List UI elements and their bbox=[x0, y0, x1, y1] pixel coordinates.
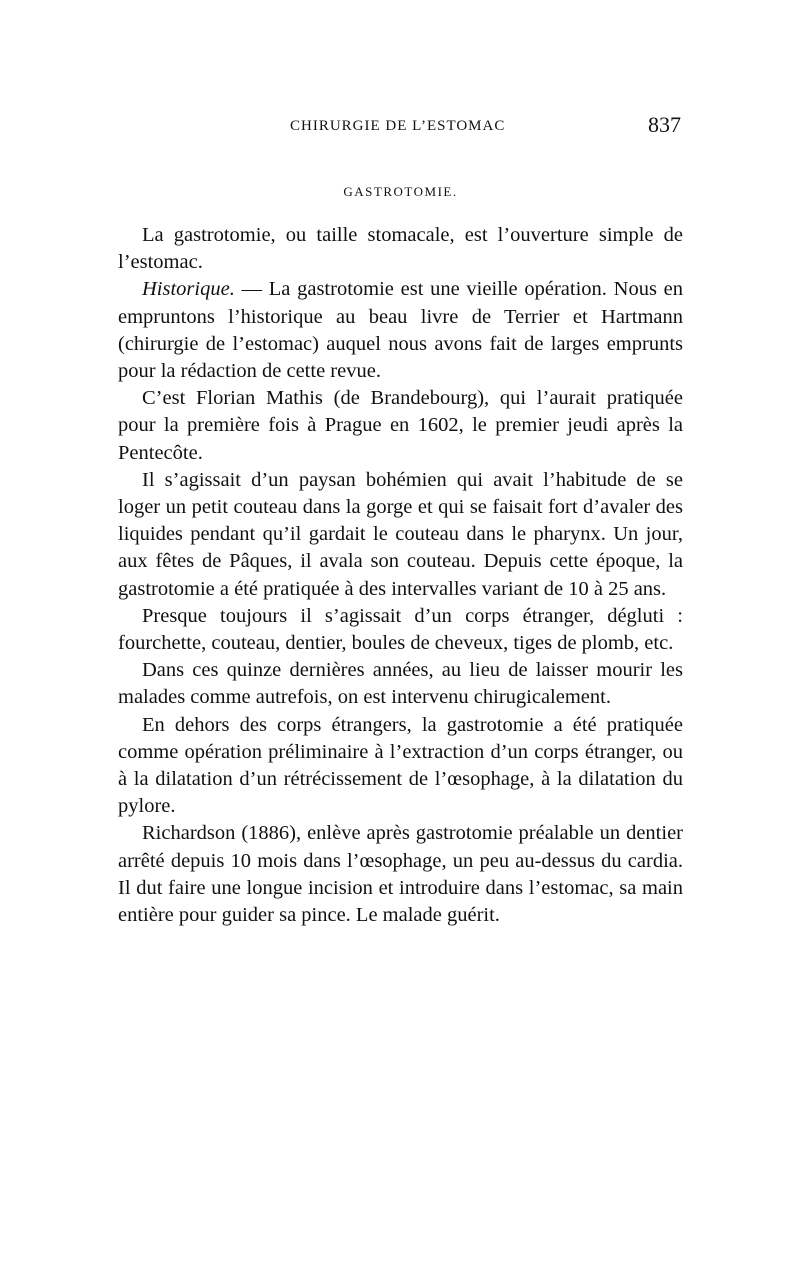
paragraph-quinze-annees: Dans ces quinze dernières années, au lieu de laisser mourir les malades comme autrefois, on est intervenu chirugicalement. bbox=[118, 659, 683, 709]
book-page bbox=[118, 108, 683, 929]
paragraph-historique bbox=[118, 276, 683, 385]
running-title: CHIRURGIE DE L’ESTOMAC bbox=[290, 118, 506, 134]
page-number: 837 bbox=[648, 112, 681, 137]
paragraph-richardson: Richardson (1886), enlève après gastrotomie préalable un dentier arrêté depuis 10 mois dans l’œsophage, un peu au-dessus du cardia. Il dut faire une longue incision et introduire dans l’estomac, sa main entière pour guider sa pince. Le malade guérit. bbox=[118, 822, 683, 927]
historique-label: Historique. bbox=[142, 278, 235, 301]
paragraph-paysan: Il s’agissait d’un paysan bohémien qui avait l’habitude de se loger un petit couteau dans la gorge et qui se faisait fort d’avaler des liquides pendant qu’il gardait le couteau dans le pharynx. Un jour, aux fêtes de Pâques, il avala son couteau. Depuis cette époque, la gastrotomie a été pratiquée à des intervalles variant de 10 à 25 ans. bbox=[118, 468, 683, 600]
historique-text: — La gastrotomie est une vieille opération. Nous en empruntons l’historique au beau livre de Terrier et Hartmann (chirurgie de l’estomac) auquel nous avons fait de larges emprunts pour la rédaction de cette revue. bbox=[118, 278, 683, 383]
paragraph-indications: En dehors des corps étrangers, la gastrotomie a été pratiquée comme opération préliminaire à l’extraction d’un corps étranger, ou à la dilatation d’un rétrécissement de l’œsophage, à la dilatation du pylore. bbox=[118, 713, 683, 818]
paragraph-mathis: C’est Florian Mathis (de Brandebourg), qui l’aurait pratiquée pour la première fois à Prague en 1602, le premier jeudi après la Pentecôte. bbox=[118, 387, 683, 464]
paragraph-corps-etranger: Presque toujours il s’agissait d’un corps étranger, dégluti : fourchette, couteau, dentier, boules de cheveux, tiges de plomb, etc. bbox=[118, 604, 683, 655]
paragraph-definition: La gastrotomie, ou taille stomacale, est l’ouverture simple de l’estomac. bbox=[118, 224, 683, 274]
running-head bbox=[118, 108, 683, 142]
body-text-block bbox=[118, 222, 683, 929]
section-title: GASTROTOMIE. bbox=[343, 184, 458, 199]
